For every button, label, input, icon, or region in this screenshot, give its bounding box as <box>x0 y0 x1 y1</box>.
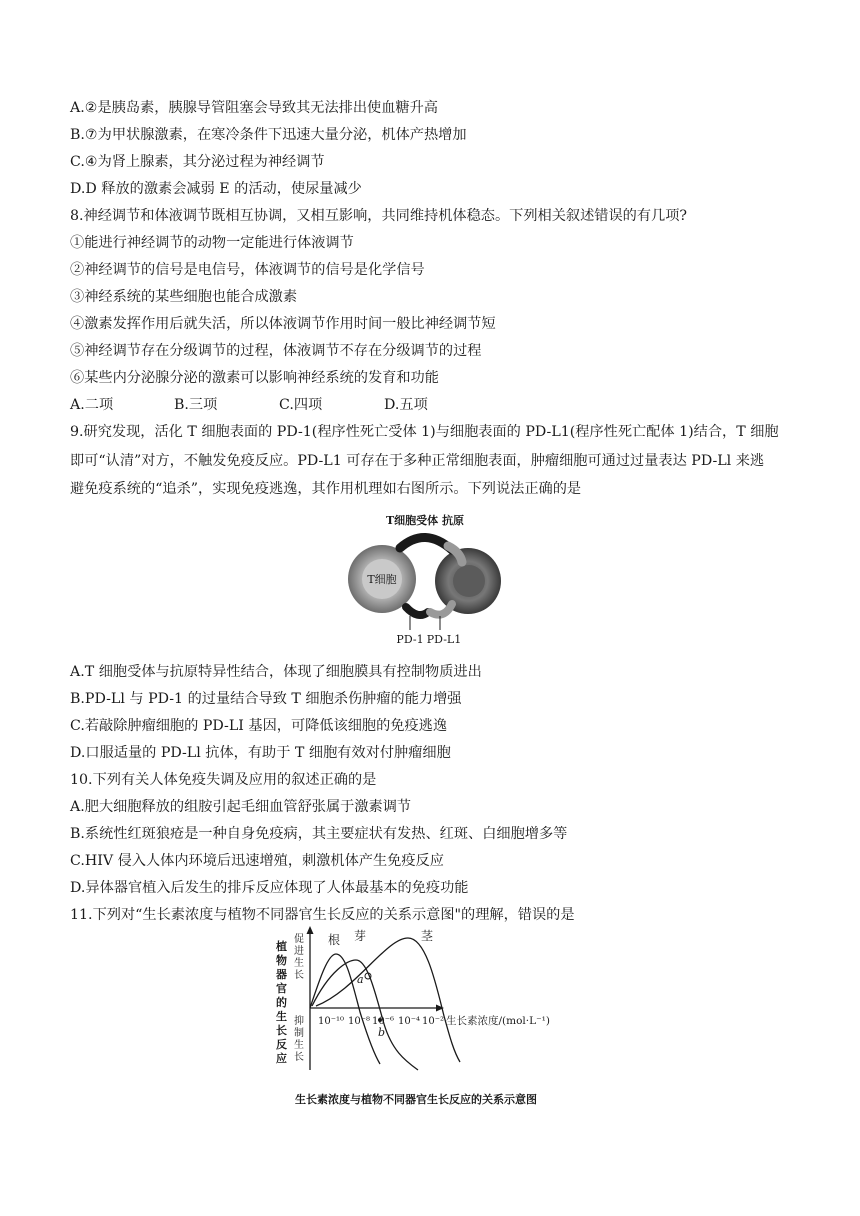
q7-option-a: A.②是胰岛素，胰腺导管阻塞会导致其无法排出使血糖升高 <box>70 100 438 116</box>
y-axis-label: 植物器官的生长反应 <box>276 940 287 1065</box>
q9-option-c: C.若敲除肿瘤细胞的 PD-LI 基因，可降低该细胞的免疫逃逸 <box>70 718 448 734</box>
pdl1-icon <box>430 604 452 615</box>
x-axis-label: 生长素浓度/(mol·L⁻¹) <box>446 1015 550 1027</box>
fig1-top-label: T细胞受体 抗原 <box>385 514 465 527</box>
fig1-cell-label: T细胞 <box>367 573 397 586</box>
q9-stem-line-3: 避免疫系统的“追杀”，实现免疫逃逸，其作用机理如右图所示。下列说法正确的是 <box>70 481 582 497</box>
tick-label: 10⁻⁴ <box>398 1016 421 1027</box>
point-label-b: b <box>378 1026 386 1039</box>
stem-curve <box>316 938 460 1062</box>
q9-option-a: A.T 细胞受体与抗原特异性结合，体现了细胞膜具有控制物质进出 <box>70 664 482 680</box>
y-label-top: 促进生长 <box>294 934 304 981</box>
tick-label: 10⁻² <box>422 1016 445 1027</box>
q10-stem: 10.下列有关人体免疫失调及应用的叙述正确的是 <box>70 772 377 788</box>
q8-option-b: B.三项 <box>174 397 218 413</box>
curve-label-bud: 芽 <box>354 929 367 943</box>
q7-option-c: C.④为肾上腺素，其分泌过程为神经调节 <box>70 154 325 170</box>
q9-option-d: D.口服适量的 PD-Ll 抗体，有助于 T 细胞有效对付肿瘤细胞 <box>70 745 451 761</box>
q7-option-d: D.D 释放的激素会减弱 E 的活动，使尿量减少 <box>70 181 362 197</box>
curve-label-stem: 茎 <box>421 929 434 943</box>
curve-label-root: 根 <box>328 933 341 947</box>
pd1-icon <box>406 607 428 615</box>
auxin-response-chart <box>268 920 588 1110</box>
q10-option-b: B.系统性红斑狼疮是一种自身免疫病，其主要症状有发热、红斑、白细胞增多等 <box>70 826 568 842</box>
fig1-right-label: PD-L1 <box>426 633 462 646</box>
q7-option-b: B.⑦为甲状腺激素，在寒冷条件下迅速大量分泌，机体产热增加 <box>70 127 467 143</box>
root-curve <box>310 954 380 1064</box>
fig1-left-label: PD-1 <box>396 633 424 646</box>
q8-statement-6: ⑥某些内分泌腺分泌的激素可以影响神经系统的发育和功能 <box>70 370 439 386</box>
q8-statement-5: ⑤神经调节存在分级调节的过程，体液调节不存在分级调节的过程 <box>70 343 482 359</box>
pd1-mechanism-figure <box>340 512 510 652</box>
tick-label: 10⁻⁶ <box>372 1016 395 1027</box>
q8-stem: 8.神经调节和体液调节既相互协调，又相互影响，共同维持机体稳态。下列相关叙述错误的有几项? <box>70 208 688 224</box>
tumor-cell-nucleus <box>453 565 485 597</box>
q8-option-a: A.二项 <box>70 397 114 413</box>
q9-option-b: B.PD-Ll 与 PD-1 的过量结合导致 T 细胞杀伤肿瘤的能力增强 <box>70 691 462 707</box>
point-label-a: a <box>357 973 364 986</box>
q10-option-c: C.HIV 侵入人体内环境后迅速增殖，刺激机体产生免疫反应 <box>70 853 444 869</box>
q8-statement-2: ②神经调节的信号是电信号，体液调节的信号是化学信号 <box>70 262 425 278</box>
tick-label: 10⁻¹⁰ <box>318 1016 345 1027</box>
q8-option-c: C.四项 <box>279 397 323 413</box>
q11-stem: 11.下列对“生长素浓度与植物不同器官生长反应的关系示意图"的理解，错误的是 <box>70 907 575 923</box>
y-label-bottom: 抑制生长 <box>294 1016 304 1063</box>
q10-option-d: D.异体器官植入后发生的排斥反应体现了人体最基本的免疫功能 <box>70 880 469 896</box>
q9-stem-line-1: 9.研究发现，活化 T 细胞表面的 PD-1(程序性死亡受体 1)与细胞表面的 PD-L1(程序性死亡配体 1)结合，T 细胞 <box>70 424 779 440</box>
q10-option-a: A.肥大细胞释放的组胺引起毛细血管舒张属于激素调节 <box>70 799 412 815</box>
q8-statement-1: ①能进行神经调节的动物一定能进行体液调节 <box>70 235 354 251</box>
chart-caption: 生长素浓度与植物不同器官生长反应的关系示意图 <box>295 1093 537 1106</box>
q8-options <box>70 395 428 415</box>
q8-statement-4: ④激素发挥作用后就失活，所以体液调节作用时间一般比神经调节短 <box>70 316 496 332</box>
q9-stem-line-2: 即可“认清”对方，不触发免疫反应。PD-L1 可存在于多种正常细胞表面，肿瘤细胞可通过过量表达 PD-Ll 来逃 <box>70 453 765 469</box>
q8-statement-3: ③神经系统的某些细胞也能合成激素 <box>70 289 298 305</box>
tick-label: 10⁻⁸ <box>348 1016 371 1027</box>
q8-option-d: D.五项 <box>384 397 428 413</box>
